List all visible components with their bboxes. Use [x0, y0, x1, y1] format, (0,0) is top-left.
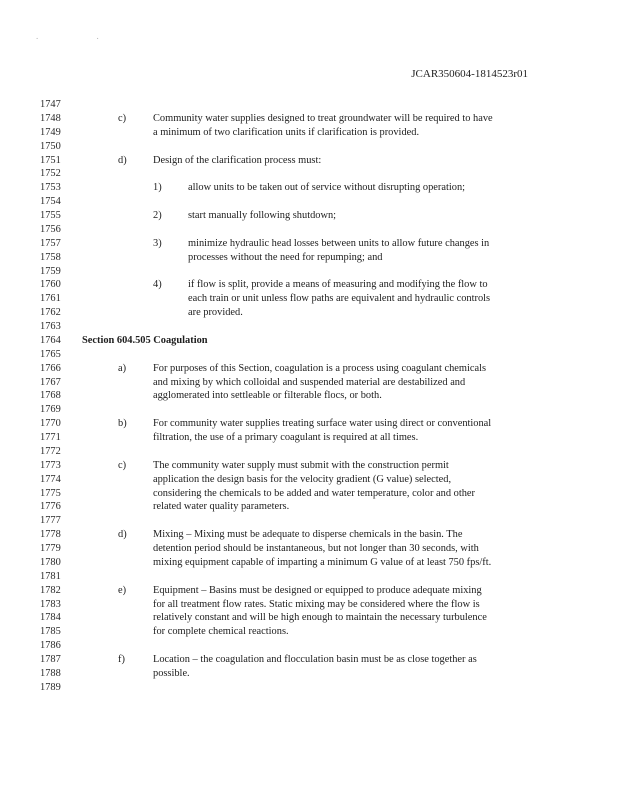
text-line: [0, 625, 618, 639]
text-line: [0, 154, 618, 168]
item-text: Location – the coagulation and flocculation basin must be as close together as: [153, 654, 477, 665]
text-line: [0, 487, 618, 501]
item-text: filtration, the use of a primary coagulant is required at all times.: [153, 432, 419, 443]
text-line: [0, 320, 618, 334]
item-text: detention period should be instantaneous, but not longer than 30 seconds, with: [153, 543, 479, 554]
text-line: [0, 140, 618, 154]
line-number: 1788: [40, 667, 61, 679]
item-marker: d): [118, 154, 127, 166]
line-number: 1752: [40, 168, 61, 180]
line-number: 1789: [40, 681, 61, 693]
text-line: [0, 334, 618, 348]
line-number: 1757: [40, 237, 61, 249]
item-text: agglomerated into settleable or filterable flocs, or both.: [153, 390, 382, 402]
line-number: 1787: [40, 654, 61, 665]
text-line: [0, 431, 618, 445]
item-text: and mixing by which colloidal and suspended material are destabilized and: [153, 376, 466, 388]
text-line: [0, 473, 618, 487]
text-line: [0, 167, 618, 181]
text-line: [0, 570, 618, 584]
item-text: Equipment – Basins must be designed or equipped to produce adequate mixing: [153, 584, 482, 596]
line-number: 1780: [40, 556, 61, 568]
line-number: 1771: [40, 432, 61, 443]
item-text: Design of the clarification process must:: [153, 154, 322, 166]
text-line: [0, 306, 618, 320]
line-number: 1759: [40, 265, 61, 277]
line-number: 1774: [40, 473, 61, 485]
subitem-text: start manually following shutdown;: [188, 210, 337, 221]
text-line: [0, 209, 618, 223]
line-number: 1762: [40, 307, 61, 319]
line-number: 1747: [40, 99, 61, 110]
item-text: For community water supplies treating surface water using direct or conventional: [153, 418, 492, 430]
text-line: [0, 417, 618, 431]
subitem-text: if flow is split, provide a means of measuring and modifying the flow to: [188, 279, 488, 291]
text-line: [0, 181, 618, 195]
line-number: 1765: [40, 348, 61, 360]
line-number: 1755: [40, 210, 61, 221]
scan-artifact-dots: . .: [36, 31, 127, 41]
line-number: 1753: [40, 182, 61, 194]
item-text: Community water supplies designed to treat groundwater will be required to have: [153, 112, 493, 124]
item-text: for complete chemical reactions.: [153, 626, 289, 638]
numbered-lines: [0, 98, 618, 695]
text-line: [0, 639, 618, 653]
text-line: [0, 98, 618, 112]
line-number: 1754: [40, 196, 61, 208]
section-heading: Section 604.505 Coagulation: [82, 334, 208, 346]
text-line: [0, 598, 618, 612]
item-marker: e): [118, 584, 127, 596]
line-number: 1763: [40, 321, 61, 332]
item-marker: c): [118, 112, 127, 124]
text-line: [0, 348, 618, 362]
line-number: 1772: [40, 445, 61, 457]
item-marker: f): [118, 654, 125, 665]
item-marker: a): [118, 362, 127, 374]
item-text: considering the chemicals to be added and water temperature, color and other: [153, 487, 475, 499]
line-number: 1764: [40, 334, 61, 346]
item-text: application the design basis for the velocity gradient (G value) selected,: [153, 473, 452, 485]
line-number: 1785: [40, 626, 61, 638]
item-text: relatively constant and will be high enough to maintain the necessary turbulence: [153, 612, 487, 624]
line-number: 1773: [40, 459, 61, 471]
subitem-marker: 2): [153, 210, 162, 221]
subitem-text: are provided.: [188, 307, 243, 319]
text-line: [0, 195, 618, 209]
item-marker: d): [118, 529, 127, 541]
text-line: [0, 237, 618, 251]
text-line: [0, 681, 618, 695]
text-line: [0, 362, 618, 376]
line-number: 1770: [40, 418, 61, 430]
text-line: [0, 278, 618, 292]
line-number: 1768: [40, 390, 61, 402]
line-number: 1786: [40, 640, 61, 652]
item-text: For purposes of this Section, coagulation is a process using coagulant chemicals: [153, 362, 487, 374]
line-number: 1784: [40, 612, 61, 624]
line-number: 1779: [40, 543, 61, 554]
text-line: [0, 292, 618, 306]
subitem-text: each train or unit unless flow paths are equivalent and hydraulic controls: [188, 293, 491, 305]
line-number: 1766: [40, 362, 61, 374]
subitem-text: processes without the need for repumping; and: [188, 251, 383, 263]
text-line: [0, 528, 618, 542]
line-number: 1782: [40, 584, 61, 596]
item-text: for all treatment flow rates. Static mixing may be considered where the flow is: [153, 598, 480, 610]
text-line: [0, 459, 618, 473]
subitem-text: minimize hydraulic head losses between units to allow future changes in: [188, 237, 490, 249]
item-text: possible.: [153, 667, 190, 679]
text-line: [0, 403, 618, 417]
text-line: [0, 611, 618, 625]
line-number: 1748: [40, 112, 61, 124]
subitem-marker: 1): [153, 182, 162, 194]
text-line: [0, 126, 618, 140]
text-line: [0, 542, 618, 556]
text-line: [0, 112, 618, 126]
line-number: 1769: [40, 404, 61, 416]
line-number: 1760: [40, 279, 61, 291]
line-number: 1761: [40, 293, 61, 305]
line-number: 1751: [40, 154, 61, 166]
subitem-marker: 4): [153, 279, 162, 291]
text-line: [0, 445, 618, 459]
item-text: a minimum of two clarification units if clarification is provided.: [153, 126, 420, 138]
text-line: [0, 500, 618, 514]
item-text: Mixing – Mixing must be adequate to disperse chemicals in the basin. The: [153, 529, 463, 541]
text-line: [0, 223, 618, 237]
line-number: 1781: [40, 570, 61, 582]
line-number: 1767: [40, 376, 61, 388]
text-line: [0, 667, 618, 681]
item-text: related water quality parameters.: [153, 501, 290, 513]
line-number: 1756: [40, 223, 61, 235]
line-number: 1749: [40, 126, 61, 138]
text-line: [0, 389, 618, 403]
line-number: 1777: [40, 515, 61, 527]
subitem-marker: 3): [153, 237, 162, 249]
document-id: JCAR350604-1814523r01: [411, 68, 528, 80]
item-text: The community water supply must submit with the construction permit: [153, 459, 449, 471]
text-line: [0, 514, 618, 528]
text-line: [0, 556, 618, 570]
text-line: [0, 265, 618, 279]
item-text: mixing equipment capable of imparting a minimum G value of at least 750 fps/ft.: [153, 556, 492, 568]
subitem-text: allow units to be taken out of service without disrupting operation;: [188, 182, 466, 194]
text-line: [0, 376, 618, 390]
text-line: [0, 584, 618, 598]
line-number: 1750: [40, 140, 61, 152]
item-marker: c): [118, 459, 127, 471]
text-line: [0, 251, 618, 265]
item-marker: b): [118, 418, 127, 430]
line-number: 1776: [40, 501, 61, 513]
line-number: 1758: [40, 251, 61, 263]
line-number: 1783: [40, 598, 61, 610]
line-number: 1778: [40, 529, 61, 541]
text-line: [0, 653, 618, 667]
line-number: 1775: [40, 487, 61, 499]
